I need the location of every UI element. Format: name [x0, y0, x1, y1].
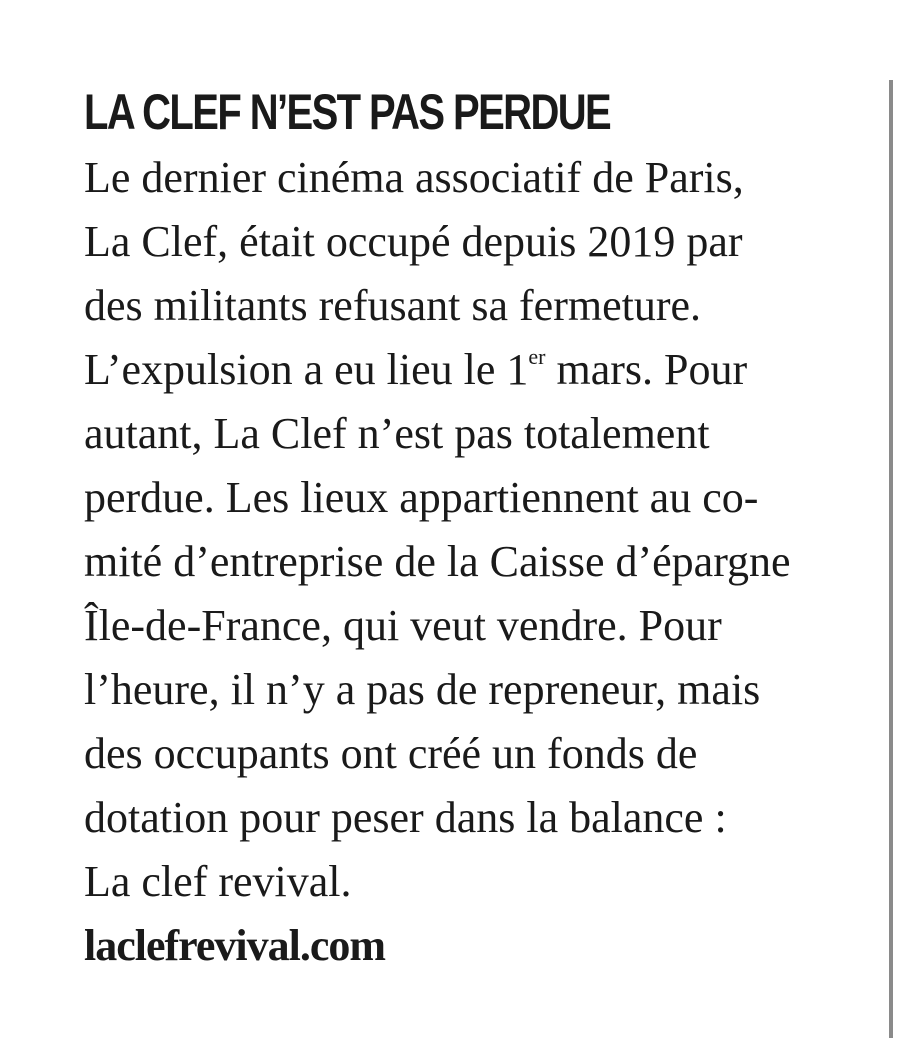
- body-line: mité d’entreprise de la Caisse d’épargne: [84, 537, 791, 586]
- article: [84, 82, 884, 978]
- body-line: La clef revival.: [84, 857, 352, 906]
- body-line: dotation pour peser dans la balance :: [84, 793, 727, 842]
- article-body: [84, 146, 884, 978]
- expulsion-tail: mars. Pour: [545, 345, 748, 394]
- body-line: des militants refusant sa fermeture.: [84, 281, 702, 330]
- expulsion-text: L’expulsion a eu lieu le 1: [84, 345, 529, 394]
- ordinal-superscript: er: [528, 344, 546, 369]
- website-link[interactable]: laclefrevival.com: [84, 921, 386, 970]
- body-line: perdue. Les lieux appartiennent au co-: [84, 473, 759, 522]
- body-line: autant, La Clef n’est pas totalement: [84, 409, 710, 458]
- body-line: Le dernier cinéma associatif de Paris,: [84, 153, 744, 202]
- body-line: Île-de-France, qui veut vendre. Pour: [84, 601, 722, 650]
- body-line: l’heure, il n’y a pas de repreneur, mais: [84, 665, 761, 714]
- column-divider: [889, 80, 893, 1038]
- body-line-expulsion: [84, 338, 884, 402]
- body-line: La Clef, était occupé depuis 2019 par: [84, 217, 743, 266]
- headline: LA CLEF N’EST PAS PERDUE: [84, 84, 611, 140]
- body-line: des occupants ont créé un fonds de: [84, 729, 698, 778]
